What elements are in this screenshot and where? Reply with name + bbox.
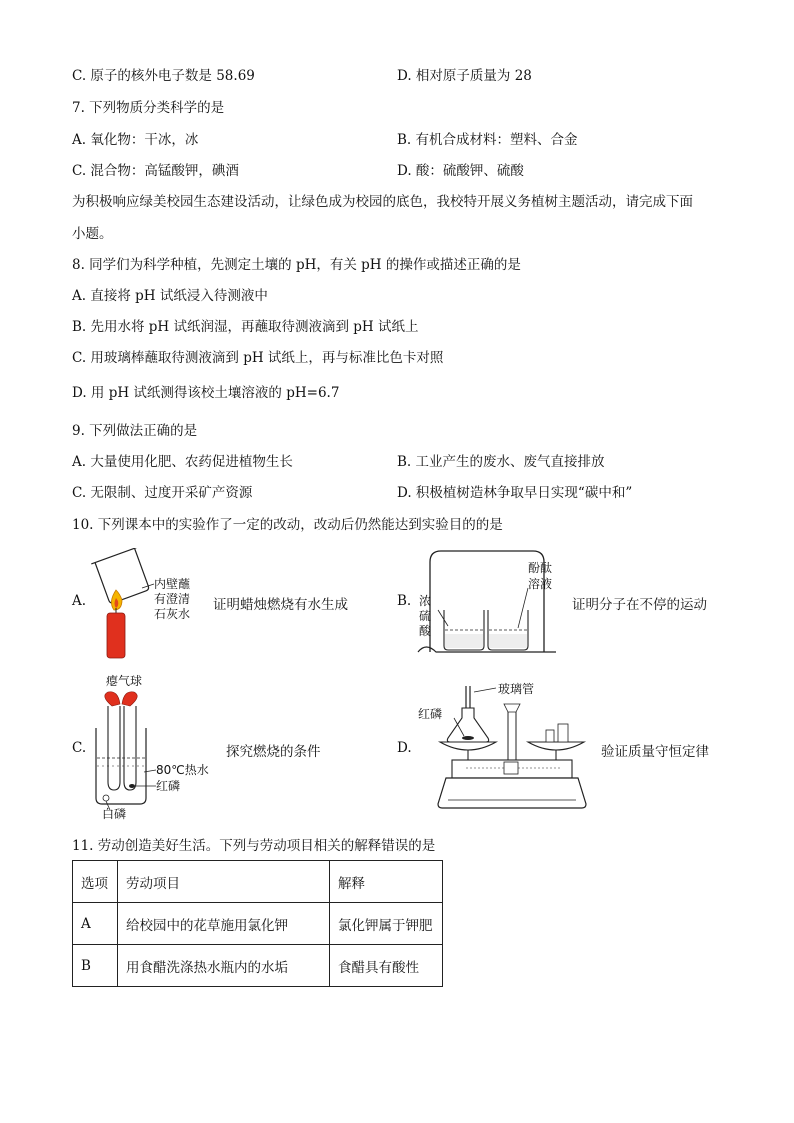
table-header-cell: 解释 (330, 861, 443, 903)
table-cell: A (73, 903, 118, 945)
table-header-cell: 劳动项目 (118, 861, 330, 903)
q10-a-caption: 证明蜡烛燃烧有水生成 (213, 597, 348, 613)
table-cell: 用食醋洗涤热水瓶内的水垢 (118, 945, 330, 987)
q9-option-d: D. 积极植树造林争取早日实现“碳中和” (397, 485, 633, 501)
q10-b-letter: B. (397, 593, 412, 609)
q9-option-b: B. 工业产生的废水、废气直接排放 (397, 454, 605, 470)
q10-b-label-left-1: 浓 (419, 594, 432, 608)
q10-b-label-left-2: 硫 (419, 609, 432, 623)
table-header-row (73, 861, 443, 903)
table-header-cell: 选项 (73, 861, 118, 903)
q7-stem: 7. 下列物质分类科学的是 (72, 100, 225, 116)
q10-a-letter: A. (72, 593, 87, 609)
q10-a-label-1: 内壁蘸 (154, 577, 191, 591)
q10-d-caption: 验证质量守恒定律 (601, 744, 709, 760)
q9-option-a: A. 大量使用化肥、农药促进植物生长 (72, 454, 293, 470)
table-cell: 食醋具有酸性 (330, 945, 443, 987)
q8-option-b: B. 先用水将 pH 试纸润湿，再蘸取待测液滴到 pH 试纸上 (72, 319, 419, 335)
q10-c-figure (86, 670, 226, 820)
q7-option-a: A. 氧化物：干冰，冰 (72, 132, 199, 148)
table-row (73, 903, 443, 945)
q7-option-b: B. 有机合成材料：塑料、合金 (397, 132, 578, 148)
table-cell: 氯化钾属于钾肥 (330, 903, 443, 945)
q10-a-label-3: 石灰水 (154, 607, 191, 621)
q8-option-c: C. 用玻璃棒蘸取待测液滴到 pH 试纸上，再与标准比色卡对照 (72, 350, 444, 366)
table-cell: 给校园中的花草施用氯化钾 (118, 903, 330, 945)
q10-b-figure (414, 548, 560, 660)
q8-option-d: D. 用 pH 试纸测得该校土壤溶液的 pH=6.7 (72, 385, 340, 401)
q10-d-label-tube: 玻璃管 (498, 682, 535, 696)
q10-b-label-right-1: 酚酞 (528, 561, 553, 575)
q10-d-label-red: 红磷 (418, 707, 443, 721)
q10-stem: 10. 下列课本中的实验作了一定的改动，改动后仍然能达到实验目的的是 (72, 517, 503, 533)
q10-c-caption: 探究燃烧的条件 (226, 744, 321, 760)
table-cell: B (73, 945, 118, 987)
q7-option-d: D. 酸：硫酸钾、硫酸 (397, 163, 524, 179)
q10-a-label-2: 有澄清 (154, 592, 191, 606)
q10-b-label-left-3: 酸 (419, 624, 432, 638)
q10-b-label-right-2: 溶液 (528, 577, 553, 591)
q10-c-label-white: 白磷 (102, 807, 127, 820)
q10-a-figure (88, 548, 208, 660)
q6-option-d: D. 相对原子质量为 28 (397, 68, 532, 84)
table-row (73, 945, 443, 987)
q8-stem: 8. 同学们为科学种植，先测定土壤的 pH，有关 pH 的操作或描述正确的是 (72, 257, 521, 273)
q10-c-label-water: 80℃热水 (156, 763, 209, 777)
q9-stem: 9. 下列做法正确的是 (72, 423, 198, 439)
q7-option-c: C. 混合物：高锰酸钾，碘酒 (72, 163, 239, 179)
q6-option-c: C. 原子的核外电子数是 58.69 (72, 68, 255, 84)
q10-d-figure (416, 678, 596, 818)
intro-line-1: 为积极响应绿美校园生态建设活动，让绿色成为校园的底色，我校特开展义务植树主题活动，请完成下面 (72, 194, 693, 210)
q10-c-letter: C. (72, 740, 87, 756)
q10-c-label-balloon: 瘪气球 (106, 674, 143, 688)
q11-stem: 11. 劳动创造美好生活。下列与劳动项目相关的解释错误的是 (72, 838, 436, 854)
intro-line-2: 小题。 (72, 226, 113, 242)
q10-d-letter: D. (397, 740, 412, 756)
q8-option-a: A. 直接将 pH 试纸浸入待测液中 (72, 288, 268, 304)
q9-option-c: C. 无限制、过度开采矿产资源 (72, 485, 253, 501)
q10-c-label-red: 红磷 (156, 779, 181, 793)
q11-table (72, 860, 443, 987)
q10-b-caption: 证明分子在不停的运动 (572, 597, 707, 613)
